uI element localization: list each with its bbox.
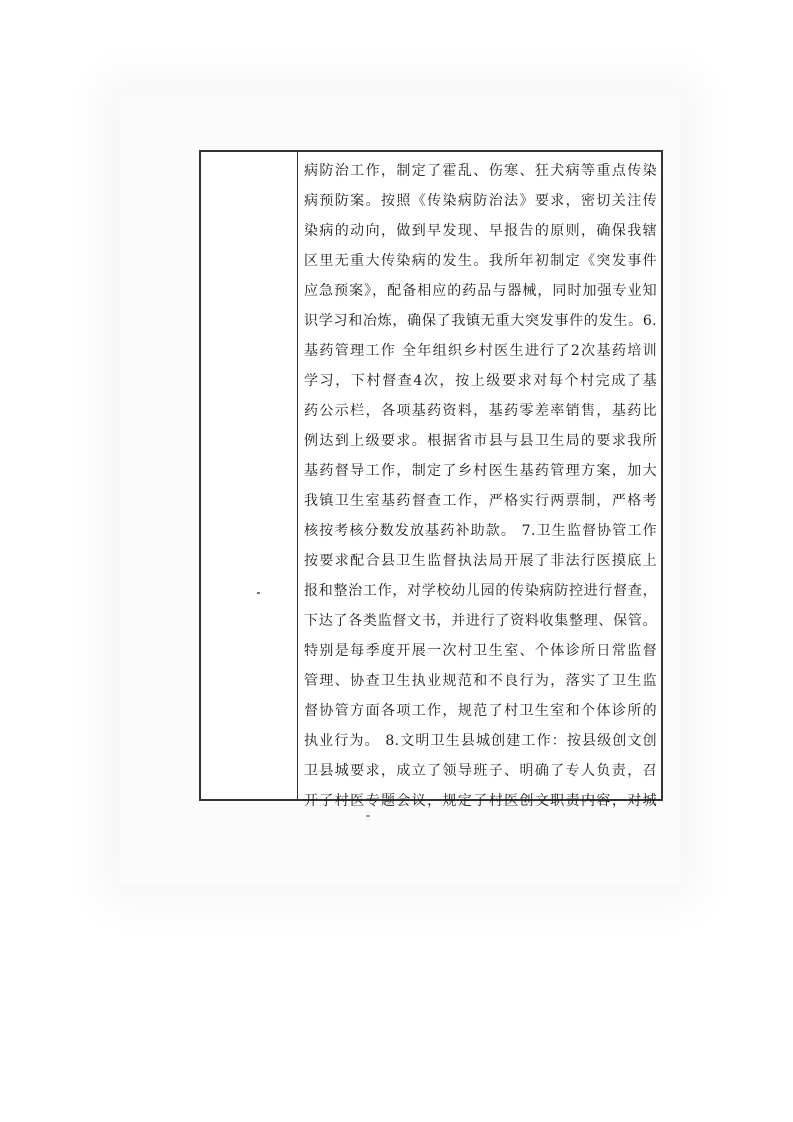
- text-line: 区里无重大传染病的发生。我所年初制定《突发事件: [304, 253, 657, 269]
- text-line: 下达了各类监督文书，并进行了资料收集整理、保管。: [304, 613, 657, 629]
- document-table: [199, 150, 663, 809]
- text-line: 执业行为。 8.文明卫生县城创建工作：按县级创文创: [304, 733, 657, 749]
- text-line: 管理、协查卫生执业规范和不良行为，落实了卫生监: [304, 673, 657, 689]
- text-line: 开了村医专题会议，规定了村医创文职责内容，对城: [304, 793, 657, 809]
- text-line: 特别是每季度开展一次村卫生室、个体诊所日常监督: [304, 643, 657, 659]
- table-label-cell: [201, 152, 298, 799]
- text-line: 药公示栏，各项基药资料，基药零差率销售，基药比: [304, 403, 657, 419]
- text-line: 报和整治工作，对学校幼儿园的传染病防控进行督查，: [304, 583, 657, 599]
- text-line: 卫县城要求，成立了领导班子、明确了专人负责，召: [304, 763, 657, 779]
- text-line: 基药督导工作，制定了乡村医生基药管理方案，加大: [304, 463, 657, 479]
- scan-speck: [366, 815, 370, 817]
- text-line: 基药管理工作 全年组织乡村医生进行了2次基药培训: [304, 343, 657, 359]
- text-line: 按要求配合县卫生监督执法局开展了非法行医摸底上: [304, 553, 657, 569]
- text-line: 学习，下村督查4次，按上级要求对每个村完成了基: [304, 373, 657, 389]
- text-line: 识学习和冶炼，确保了我镇无重大突发事件的发生。6.: [304, 313, 657, 329]
- text-line: 染病的动向，做到早发现、早报告的原则，确保我辖: [304, 223, 657, 239]
- text-line: 病防治工作，制定了霍乱、伤寒、狂犬病等重点传染: [304, 163, 657, 179]
- scan-speck: [257, 592, 260, 594]
- text-line: 病预防案。按照《传染病防治法》要求，密切关注传: [304, 193, 657, 209]
- text-line: 督协管方面各项工作，规范了村卫生室和个体诊所的: [304, 703, 657, 719]
- text-line: 核按考核分数发放基药补助款。 7.卫生监督协管工作: [304, 523, 657, 539]
- text-line: 例达到上级要求。根据省市县与县卫生局的要求我所: [304, 433, 657, 449]
- table-content-cell: [298, 152, 661, 809]
- text-line: 我镇卫生室基药督查工作，严格实行两票制，严格考: [304, 493, 657, 509]
- text-line: 应急预案》，配备相应的药品与器械，同时加强专业知: [304, 283, 657, 299]
